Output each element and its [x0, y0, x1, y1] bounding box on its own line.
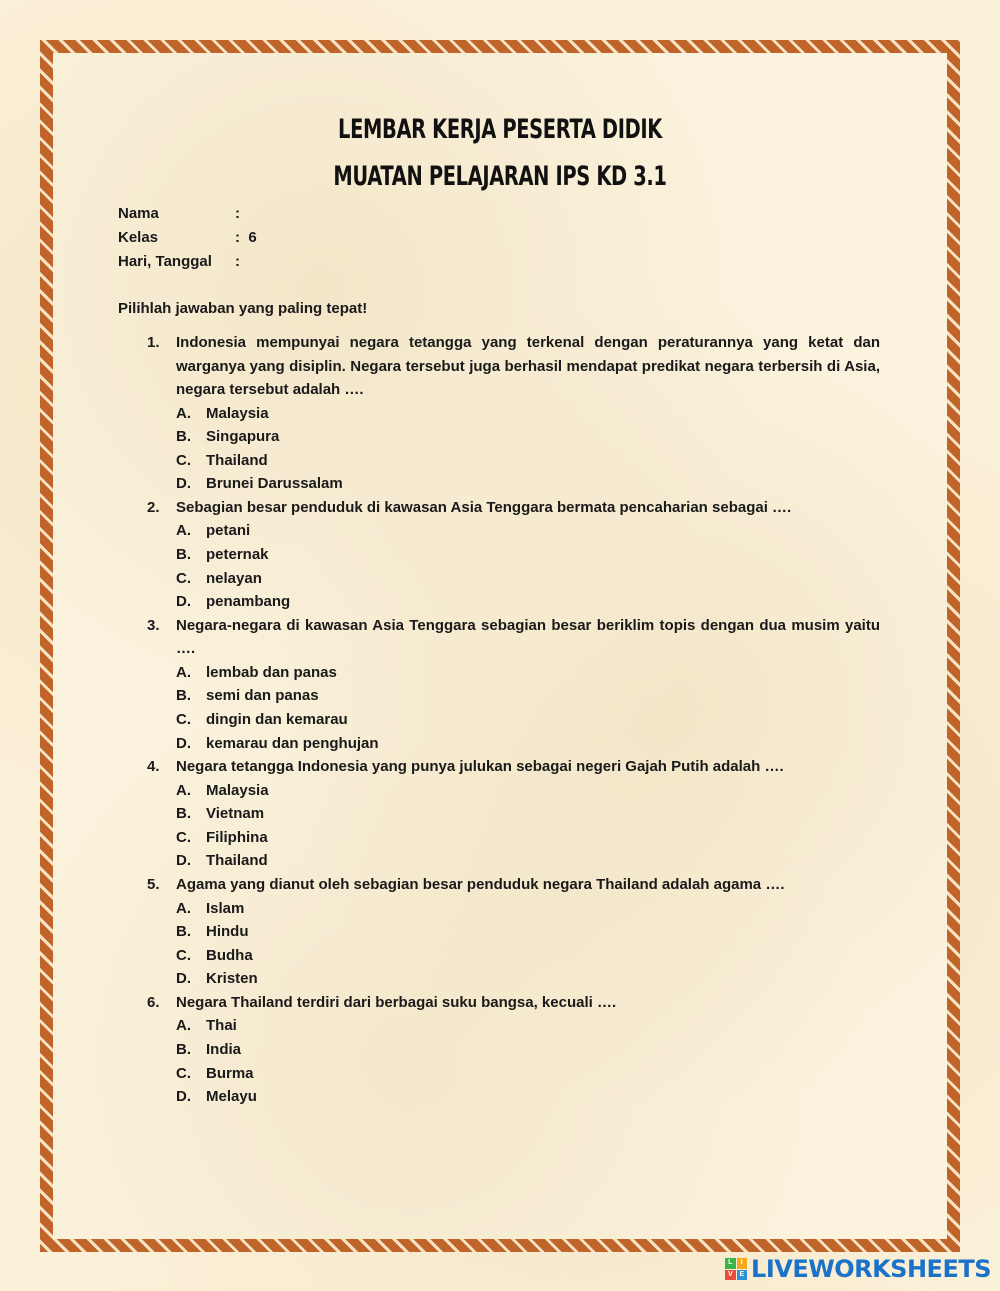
option-letter: B. [176, 428, 191, 446]
answer-option[interactable] [147, 826, 880, 850]
option-text: Malaysia [206, 404, 269, 422]
question-item [147, 755, 880, 873]
question-row [147, 496, 880, 520]
option-text: Kristen [206, 970, 258, 988]
answer-option[interactable] [147, 1085, 880, 1109]
option-text: Thai [206, 1017, 237, 1035]
logo-tile: V [725, 1270, 736, 1281]
question-text: Negara Thailand terdiri dari berbagai suku bangsa, kecuali …. [176, 993, 617, 1011]
option-letter: C. [176, 1064, 191, 1082]
question-number: 3. [147, 616, 160, 634]
option-text: Melayu [206, 1088, 257, 1106]
option-text: Burma [206, 1064, 254, 1082]
option-letter: A. [176, 404, 191, 422]
option-letter: B. [176, 1040, 191, 1058]
option-letter: A. [176, 781, 191, 799]
question-number: 6. [147, 993, 160, 1011]
question-item [147, 991, 880, 1109]
answer-option[interactable] [147, 920, 880, 944]
option-text: peternak [206, 545, 269, 563]
option-text: Thailand [206, 852, 268, 870]
answer-option[interactable] [147, 849, 880, 873]
option-letter: A. [176, 522, 191, 540]
answer-option[interactable] [147, 967, 880, 991]
option-text: Singapura [206, 428, 280, 446]
answer-option[interactable] [147, 425, 880, 449]
answer-option[interactable] [147, 590, 880, 614]
question-item [147, 331, 880, 496]
answer-option[interactable] [147, 1014, 880, 1038]
option-text: semi dan panas [206, 687, 319, 705]
worksheet-title: LEMBAR KERJA PESERTA DIDIK [338, 114, 662, 145]
class-field [118, 229, 257, 246]
option-text: Vietnam [206, 805, 265, 823]
answer-option[interactable] [147, 543, 880, 567]
answer-option[interactable] [147, 1062, 880, 1086]
option-letter: C. [176, 828, 191, 846]
question-number: 1. [147, 334, 160, 351]
date-value: : [235, 253, 240, 270]
option-letter: A. [176, 1017, 191, 1035]
answer-option[interactable] [147, 1038, 880, 1062]
option-text: nelayan [206, 569, 262, 587]
question-item [147, 496, 880, 614]
question-text: Indonesia mempunyai negara tetangga yang terkenal dengan peraturannya yang ketat dan warganya yang disiplin. Negara tersebut juga berhasil mendapat predikat negara terbersih di Asia, negara tersebut adalah …. [176, 334, 880, 398]
name-value: : [235, 205, 240, 222]
date-label: Hari, Tanggal [118, 253, 212, 270]
answer-option[interactable] [147, 472, 880, 496]
option-text: dingin dan kemarau [206, 710, 348, 728]
answer-option[interactable] [147, 567, 880, 591]
option-letter: D. [176, 970, 191, 988]
option-text: penambang [206, 593, 291, 611]
option-letter: D. [176, 593, 191, 611]
option-letter: C. [176, 946, 191, 964]
question-row [147, 755, 880, 779]
option-letter: B. [176, 923, 191, 941]
option-text: Budha [206, 946, 253, 964]
question-number: 4. [147, 758, 160, 776]
option-letter: A. [176, 663, 191, 681]
logo-tile: E [737, 1270, 748, 1281]
option-letter: C. [176, 569, 191, 587]
class-label: Kelas [118, 229, 159, 246]
question-row [147, 873, 880, 897]
question-text: Sebagian besar penduduk di kawasan Asia Tenggara bermata pencaharian sebagai …. [176, 498, 792, 516]
option-letter: B. [176, 805, 191, 823]
option-text: lembab dan panas [206, 663, 337, 681]
question-item [147, 873, 880, 991]
logo-tile: L [725, 1258, 736, 1269]
answer-option[interactable] [147, 684, 880, 708]
option-text: kemarau dan penghujan [206, 734, 379, 752]
logo-tile: I [737, 1258, 748, 1269]
question-row [147, 331, 880, 402]
option-letter: B. [176, 545, 191, 563]
option-text: Filiphina [206, 828, 268, 846]
liveworksheets-wordmark: LIVEWORKSHEETS [751, 1255, 991, 1283]
answer-option[interactable] [147, 802, 880, 826]
option-text: Thailand [206, 451, 268, 469]
option-text: Malaysia [206, 781, 269, 799]
option-letter: D. [176, 1088, 191, 1106]
question-item [147, 614, 880, 755]
option-letter: D. [176, 734, 191, 752]
option-letter: D. [176, 475, 191, 493]
option-letter: C. [176, 710, 191, 728]
option-letter: D. [176, 852, 191, 870]
option-letter: A. [176, 899, 191, 917]
date-field [118, 253, 240, 270]
option-letter: C. [176, 451, 191, 469]
question-text: Agama yang dianut oleh sebagian besar penduduk negara Thailand adalah agama …. [176, 876, 785, 893]
option-text: Brunei Darussalam [206, 475, 343, 493]
answer-option[interactable] [147, 661, 880, 685]
answer-option[interactable] [147, 779, 880, 803]
question-text: Negara tetangga Indonesia yang punya julukan sebagai negeri Gajah Putih adalah …. [176, 758, 784, 776]
worksheet-subtitle: MUATAN PELAJARAN IPS KD 3.1 [333, 161, 667, 192]
name-field [118, 205, 240, 222]
instruction-text: Pilihlah jawaban yang paling tepat! [118, 300, 368, 317]
answer-option[interactable] [147, 897, 880, 921]
question-row [147, 614, 880, 661]
name-label: Nama [118, 205, 159, 222]
answer-option[interactable] [147, 732, 880, 756]
liveworksheets-logo [725, 1254, 991, 1284]
answer-option[interactable] [147, 944, 880, 968]
answer-option[interactable] [147, 708, 880, 732]
liveworksheets-icon [725, 1258, 747, 1280]
class-value: : 6 [235, 229, 257, 246]
question-text: Negara-negara di kawasan Asia Tenggara sebagian besar beriklim topis dengan dua musim yaitu …. [176, 616, 880, 658]
question-number: 2. [147, 498, 160, 516]
option-text: petani [206, 522, 251, 540]
answer-option[interactable] [147, 519, 880, 543]
answer-option[interactable] [147, 402, 880, 426]
option-text: India [206, 1040, 242, 1058]
option-text: Islam [206, 899, 245, 917]
question-number: 5. [147, 876, 160, 893]
option-text: Hindu [206, 923, 249, 941]
answer-option[interactable] [147, 449, 880, 473]
question-list [147, 331, 880, 1109]
question-row [147, 991, 880, 1015]
option-letter: B. [176, 687, 191, 705]
